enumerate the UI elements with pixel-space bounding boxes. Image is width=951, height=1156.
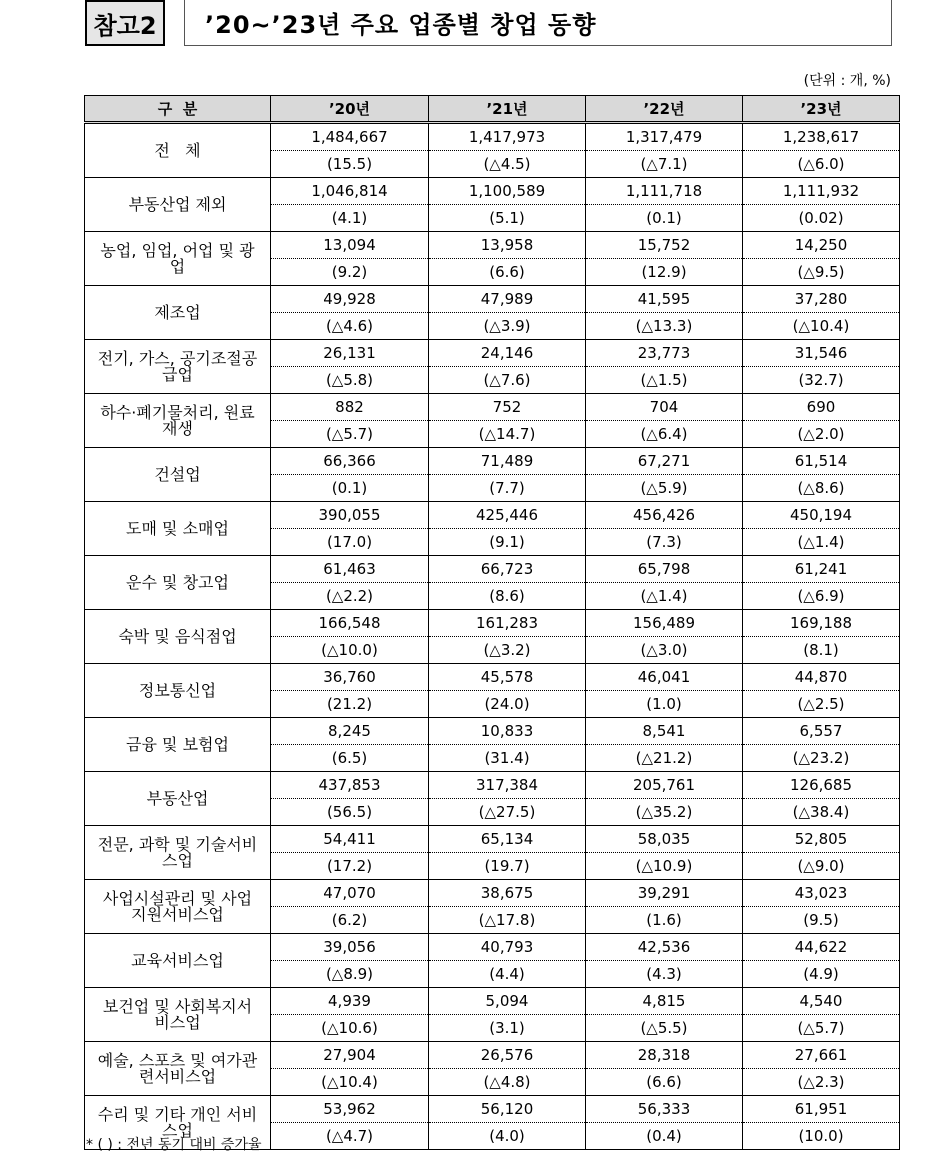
count-cell: 1,046,814 — [271, 178, 429, 205]
growth-rate-cell: (△5.7) — [271, 421, 429, 448]
count-cell: 8,541 — [586, 718, 743, 745]
count-cell: 450,194 — [743, 502, 900, 529]
count-cell: 161,283 — [429, 610, 586, 637]
growth-rate-cell: (9.1) — [429, 529, 586, 556]
growth-rate-cell: (△3.9) — [429, 313, 586, 340]
growth-rate-cell: (21.2) — [271, 691, 429, 718]
growth-rate-cell: (△10.4) — [271, 1069, 429, 1096]
growth-rate-cell: (△14.7) — [429, 421, 586, 448]
row-category: 부동산업 제외 — [85, 178, 271, 232]
count-cell: 126,685 — [743, 772, 900, 799]
row-category: 사업시설관리 및 사업지원서비스업 — [85, 880, 271, 934]
growth-rate-cell: (4.1) — [271, 205, 429, 232]
count-cell: 6,557 — [743, 718, 900, 745]
column-header: ’20년 — [271, 96, 429, 123]
growth-rate-cell: (4.9) — [743, 961, 900, 988]
count-cell: 15,752 — [586, 232, 743, 259]
row-category: 수리 및 기타 개인 서비스업 — [85, 1096, 271, 1150]
growth-rate-cell: (15.5) — [271, 151, 429, 178]
count-cell: 13,958 — [429, 232, 586, 259]
growth-rate-cell: (1.0) — [586, 691, 743, 718]
count-cell: 66,366 — [271, 448, 429, 475]
count-cell: 1,111,932 — [743, 178, 900, 205]
growth-rate-cell: (△3.0) — [586, 637, 743, 664]
count-cell: 166,548 — [271, 610, 429, 637]
count-cell: 23,773 — [586, 340, 743, 367]
count-cell: 26,131 — [271, 340, 429, 367]
row-category: 운수 및 창고업 — [85, 556, 271, 610]
growth-rate-cell: (△21.2) — [586, 745, 743, 772]
count-cell: 1,484,667 — [271, 123, 429, 151]
count-cell: 1,100,589 — [429, 178, 586, 205]
count-cell: 43,023 — [743, 880, 900, 907]
growth-rate-cell: (△3.2) — [429, 637, 586, 664]
table-row — [85, 772, 900, 799]
count-cell: 41,595 — [586, 286, 743, 313]
growth-rate-cell: (△8.9) — [271, 961, 429, 988]
count-cell: 169,188 — [743, 610, 900, 637]
count-cell: 156,489 — [586, 610, 743, 637]
growth-rate-cell: (0.02) — [743, 205, 900, 232]
growth-rate-cell: (24.0) — [429, 691, 586, 718]
count-cell: 456,426 — [586, 502, 743, 529]
row-category: 정보통신업 — [85, 664, 271, 718]
growth-rate-cell: (△2.0) — [743, 421, 900, 448]
startup-trend-table — [84, 95, 900, 1150]
table-row — [85, 448, 900, 475]
section-tag: 참고2 — [85, 0, 165, 46]
growth-rate-cell: (△4.7) — [271, 1123, 429, 1150]
growth-rate-cell: (4.4) — [429, 961, 586, 988]
row-category: 부동산업 — [85, 772, 271, 826]
table-row — [85, 123, 900, 151]
growth-rate-cell: (6.5) — [271, 745, 429, 772]
growth-rate-cell: (9.5) — [743, 907, 900, 934]
count-cell: 1,417,973 — [429, 123, 586, 151]
growth-rate-cell: (32.7) — [743, 367, 900, 394]
growth-rate-cell: (△8.6) — [743, 475, 900, 502]
count-cell: 44,870 — [743, 664, 900, 691]
growth-rate-cell: (△10.0) — [271, 637, 429, 664]
count-cell: 65,798 — [586, 556, 743, 583]
growth-rate-cell: (8.6) — [429, 583, 586, 610]
column-header: 구 분 — [85, 96, 271, 123]
growth-rate-cell: (9.2) — [271, 259, 429, 286]
count-cell: 4,540 — [743, 988, 900, 1015]
growth-rate-cell: (△5.7) — [743, 1015, 900, 1042]
count-cell: 53,962 — [271, 1096, 429, 1123]
count-cell: 752 — [429, 394, 586, 421]
growth-rate-cell: (△5.5) — [586, 1015, 743, 1042]
count-cell: 24,146 — [429, 340, 586, 367]
column-header: ’22년 — [586, 96, 743, 123]
growth-rate-cell: (6.6) — [586, 1069, 743, 1096]
growth-rate-cell: (△27.5) — [429, 799, 586, 826]
growth-rate-cell: (△6.9) — [743, 583, 900, 610]
count-cell: 71,489 — [429, 448, 586, 475]
row-category: 예술, 스포츠 및 여가관련서비스업 — [85, 1042, 271, 1096]
growth-rate-cell: (12.9) — [586, 259, 743, 286]
count-cell: 66,723 — [429, 556, 586, 583]
growth-rate-cell: (△10.6) — [271, 1015, 429, 1042]
growth-rate-cell: (17.2) — [271, 853, 429, 880]
growth-rate-cell: (△5.9) — [586, 475, 743, 502]
growth-rate-cell: (5.1) — [429, 205, 586, 232]
table-row — [85, 934, 900, 961]
count-cell: 27,904 — [271, 1042, 429, 1069]
count-cell: 1,238,617 — [743, 123, 900, 151]
count-cell: 31,546 — [743, 340, 900, 367]
count-cell: 42,536 — [586, 934, 743, 961]
count-cell: 14,250 — [743, 232, 900, 259]
growth-rate-cell: (1.6) — [586, 907, 743, 934]
count-cell: 704 — [586, 394, 743, 421]
growth-rate-cell: (0.1) — [271, 475, 429, 502]
growth-rate-cell: (△9.5) — [743, 259, 900, 286]
growth-rate-cell: (7.7) — [429, 475, 586, 502]
count-cell: 56,333 — [586, 1096, 743, 1123]
growth-rate-cell: (△4.5) — [429, 151, 586, 178]
count-cell: 46,041 — [586, 664, 743, 691]
count-cell: 54,411 — [271, 826, 429, 853]
table-row — [85, 340, 900, 367]
count-cell: 39,056 — [271, 934, 429, 961]
count-cell: 58,035 — [586, 826, 743, 853]
table-row — [85, 556, 900, 583]
count-cell: 40,793 — [429, 934, 586, 961]
row-category: 보건업 및 사회복지서비스업 — [85, 988, 271, 1042]
row-category: 건설업 — [85, 448, 271, 502]
count-cell: 882 — [271, 394, 429, 421]
count-cell: 61,241 — [743, 556, 900, 583]
count-cell: 56,120 — [429, 1096, 586, 1123]
growth-rate-cell: (8.1) — [743, 637, 900, 664]
growth-rate-cell: (17.0) — [271, 529, 429, 556]
count-cell: 28,318 — [586, 1042, 743, 1069]
count-cell: 10,833 — [429, 718, 586, 745]
growth-rate-cell: (△2.5) — [743, 691, 900, 718]
count-cell: 13,094 — [271, 232, 429, 259]
row-category: 제조업 — [85, 286, 271, 340]
growth-rate-cell: (△23.2) — [743, 745, 900, 772]
growth-rate-cell: (△1.4) — [743, 529, 900, 556]
column-header: ’23년 — [743, 96, 900, 123]
count-cell: 39,291 — [586, 880, 743, 907]
growth-rate-cell: (6.2) — [271, 907, 429, 934]
growth-rate-cell: (△9.0) — [743, 853, 900, 880]
growth-rate-cell: (△6.0) — [743, 151, 900, 178]
growth-rate-cell: (10.0) — [743, 1123, 900, 1150]
table-row — [85, 232, 900, 259]
row-category: 전 체 — [85, 123, 271, 178]
count-cell: 61,463 — [271, 556, 429, 583]
count-cell: 61,514 — [743, 448, 900, 475]
count-cell: 67,271 — [586, 448, 743, 475]
row-category: 숙박 및 음식점업 — [85, 610, 271, 664]
unit-note: (단위 : 개, %) — [803, 73, 891, 89]
growth-rate-cell: (△13.3) — [586, 313, 743, 340]
growth-rate-cell: (0.4) — [586, 1123, 743, 1150]
growth-rate-cell: (6.6) — [429, 259, 586, 286]
growth-rate-cell: (△2.3) — [743, 1069, 900, 1096]
growth-rate-cell: (△6.4) — [586, 421, 743, 448]
count-cell: 44,622 — [743, 934, 900, 961]
count-cell: 47,989 — [429, 286, 586, 313]
growth-rate-cell: (4.3) — [586, 961, 743, 988]
row-category: 전기, 가스, 공기조절공급업 — [85, 340, 271, 394]
row-category: 하수·폐기물처리, 원료재생 — [85, 394, 271, 448]
table-row — [85, 880, 900, 907]
count-cell: 317,384 — [429, 772, 586, 799]
growth-rate-cell: (4.0) — [429, 1123, 586, 1150]
table-row — [85, 988, 900, 1015]
growth-rate-cell: (56.5) — [271, 799, 429, 826]
count-cell: 437,853 — [271, 772, 429, 799]
growth-rate-cell: (△10.9) — [586, 853, 743, 880]
growth-rate-cell: (△38.4) — [743, 799, 900, 826]
growth-rate-cell: (△4.6) — [271, 313, 429, 340]
count-cell: 27,661 — [743, 1042, 900, 1069]
growth-rate-cell: (△2.2) — [271, 583, 429, 610]
count-cell: 37,280 — [743, 286, 900, 313]
table-row — [85, 286, 900, 313]
growth-rate-cell: (△7.1) — [586, 151, 743, 178]
count-cell: 1,317,479 — [586, 123, 743, 151]
column-header: ’21년 — [429, 96, 586, 123]
count-cell: 47,070 — [271, 880, 429, 907]
count-cell: 36,760 — [271, 664, 429, 691]
count-cell: 425,446 — [429, 502, 586, 529]
count-cell: 8,245 — [271, 718, 429, 745]
count-cell: 205,761 — [586, 772, 743, 799]
count-cell: 61,951 — [743, 1096, 900, 1123]
count-cell: 1,111,718 — [586, 178, 743, 205]
row-category: 전문, 과학 및 기술서비스업 — [85, 826, 271, 880]
table-row — [85, 394, 900, 421]
table-row — [85, 178, 900, 205]
growth-rate-cell: (△10.4) — [743, 313, 900, 340]
table-row — [85, 1096, 900, 1123]
table-row — [85, 610, 900, 637]
footnote: * ( ) : 전년 동기 대비 증가율 — [86, 1137, 262, 1153]
growth-rate-cell: (△17.8) — [429, 907, 586, 934]
count-cell: 52,805 — [743, 826, 900, 853]
count-cell: 5,094 — [429, 988, 586, 1015]
growth-rate-cell: (31.4) — [429, 745, 586, 772]
growth-rate-cell: (△35.2) — [586, 799, 743, 826]
table-header-row — [85, 96, 900, 123]
count-cell: 390,055 — [271, 502, 429, 529]
count-cell: 65,134 — [429, 826, 586, 853]
table-row — [85, 664, 900, 691]
growth-rate-cell: (19.7) — [429, 853, 586, 880]
count-cell: 4,939 — [271, 988, 429, 1015]
table-row — [85, 1042, 900, 1069]
growth-rate-cell: (7.3) — [586, 529, 743, 556]
growth-rate-cell: (△7.6) — [429, 367, 586, 394]
table-row — [85, 718, 900, 745]
table-row — [85, 502, 900, 529]
count-cell: 49,928 — [271, 286, 429, 313]
count-cell: 690 — [743, 394, 900, 421]
count-cell: 38,675 — [429, 880, 586, 907]
growth-rate-cell: (△5.8) — [271, 367, 429, 394]
page-title: ’20~’23년 주요 업종별 창업 동향 — [184, 0, 892, 46]
count-cell: 45,578 — [429, 664, 586, 691]
row-category: 금융 및 보험업 — [85, 718, 271, 772]
count-cell: 4,815 — [586, 988, 743, 1015]
growth-rate-cell: (0.1) — [586, 205, 743, 232]
table-row — [85, 826, 900, 853]
row-category: 농업, 임업, 어업 및 광업 — [85, 232, 271, 286]
growth-rate-cell: (3.1) — [429, 1015, 586, 1042]
row-category: 교육서비스업 — [85, 934, 271, 988]
growth-rate-cell: (△1.4) — [586, 583, 743, 610]
growth-rate-cell: (△4.8) — [429, 1069, 586, 1096]
growth-rate-cell: (△1.5) — [586, 367, 743, 394]
count-cell: 26,576 — [429, 1042, 586, 1069]
row-category: 도매 및 소매업 — [85, 502, 271, 556]
